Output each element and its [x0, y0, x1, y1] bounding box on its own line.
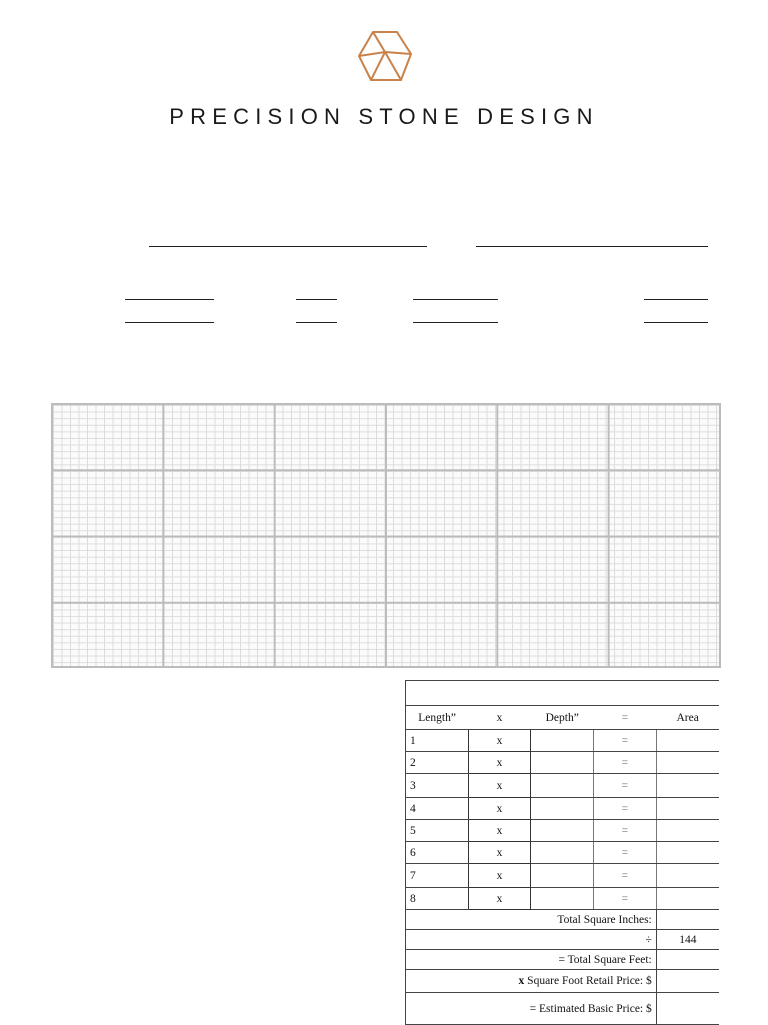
multiply-sign: x	[468, 752, 531, 774]
equals-sign: =	[594, 752, 657, 774]
form-line-2b[interactable]	[296, 322, 337, 323]
form-line-date[interactable]	[476, 246, 708, 247]
area-input-cell[interactable]	[656, 888, 719, 910]
equals-sign: =	[594, 864, 657, 888]
total-square-inches-label: Total Square Inches:	[406, 910, 657, 930]
equals-sign: =	[594, 774, 657, 798]
equals-sign: =	[594, 842, 657, 864]
equals-sign: =	[594, 820, 657, 842]
table-row	[406, 842, 720, 864]
table-row	[406, 730, 720, 752]
row-number: 1	[406, 730, 469, 752]
form-line-1c[interactable]	[413, 299, 498, 300]
area-calculation-table	[405, 680, 719, 1025]
depth-input-cell[interactable]	[531, 842, 594, 864]
equals-sign: =	[594, 798, 657, 820]
multiply-sign: x	[468, 842, 531, 864]
depth-input-cell[interactable]	[531, 798, 594, 820]
divide-label: ÷	[406, 930, 657, 950]
multiply-sign: x	[468, 820, 531, 842]
multiply-sign: x	[468, 774, 531, 798]
retail-price-text: Square Foot Retail Price: $	[524, 975, 652, 987]
multiply-sign: x	[468, 888, 531, 910]
divisor-value: 144	[656, 930, 719, 950]
table-row	[406, 864, 720, 888]
table-header-row	[406, 706, 720, 730]
total-square-feet-row	[406, 950, 720, 970]
retail-price-value[interactable]	[656, 970, 719, 993]
multiply-sign: x	[468, 864, 531, 888]
area-input-cell[interactable]	[656, 798, 719, 820]
retail-price-label	[406, 970, 657, 993]
row-number: 5	[406, 820, 469, 842]
header-length: Length”	[406, 706, 469, 730]
area-input-cell[interactable]	[656, 820, 719, 842]
area-input-cell[interactable]	[656, 774, 719, 798]
header-depth: Depth”	[531, 706, 594, 730]
estimated-price-value[interactable]	[656, 993, 719, 1025]
table-row	[406, 798, 720, 820]
row-number: 6	[406, 842, 469, 864]
row-number: 3	[406, 774, 469, 798]
depth-input-cell[interactable]	[531, 888, 594, 910]
depth-input-cell[interactable]	[531, 752, 594, 774]
estimated-price-row	[406, 993, 720, 1025]
equals-sign: =	[594, 888, 657, 910]
depth-input-cell[interactable]	[531, 730, 594, 752]
table-top-row	[406, 681, 720, 706]
total-square-feet-label: = Total Square Feet:	[406, 950, 657, 970]
row-number: 4	[406, 798, 469, 820]
retail-price-row	[406, 970, 720, 993]
form-line-1a[interactable]	[125, 299, 214, 300]
total-square-inches-row	[406, 910, 720, 930]
form-line-customer[interactable]	[149, 246, 427, 247]
table-row	[406, 820, 720, 842]
header-equals: =	[594, 706, 657, 730]
form-line-2a[interactable]	[125, 322, 214, 323]
row-number: 2	[406, 752, 469, 774]
form-line-1b[interactable]	[296, 299, 337, 300]
depth-input-cell[interactable]	[531, 820, 594, 842]
total-square-inches-value[interactable]	[656, 910, 719, 930]
area-input-cell[interactable]	[656, 864, 719, 888]
total-square-feet-value[interactable]	[656, 950, 719, 970]
area-input-cell[interactable]	[656, 730, 719, 752]
table-row	[406, 888, 720, 910]
area-input-cell[interactable]	[656, 842, 719, 864]
sketch-grid[interactable]	[51, 403, 721, 668]
multiply-sign: x	[468, 798, 531, 820]
header-multiply: x	[468, 706, 531, 730]
area-input-cell[interactable]	[656, 752, 719, 774]
form-line-2c[interactable]	[413, 322, 498, 323]
multiply-sign: x	[468, 730, 531, 752]
estimated-price-label: = Estimated Basic Price: $	[406, 993, 657, 1025]
row-number: 7	[406, 864, 469, 888]
depth-input-cell[interactable]	[531, 864, 594, 888]
table-row	[406, 774, 720, 798]
hexagon-cube-logo-icon	[357, 30, 413, 82]
multiply-prefix: x	[518, 975, 525, 987]
row-number: 8	[406, 888, 469, 910]
form-line-1d[interactable]	[644, 299, 708, 300]
brand-name: PRECISION STONE DESIGN	[169, 104, 599, 129]
table-row	[406, 752, 720, 774]
depth-input-cell[interactable]	[531, 774, 594, 798]
form-line-2d[interactable]	[644, 322, 708, 323]
divide-row	[406, 930, 720, 950]
equals-sign: =	[594, 730, 657, 752]
header-area: Area	[656, 706, 719, 730]
